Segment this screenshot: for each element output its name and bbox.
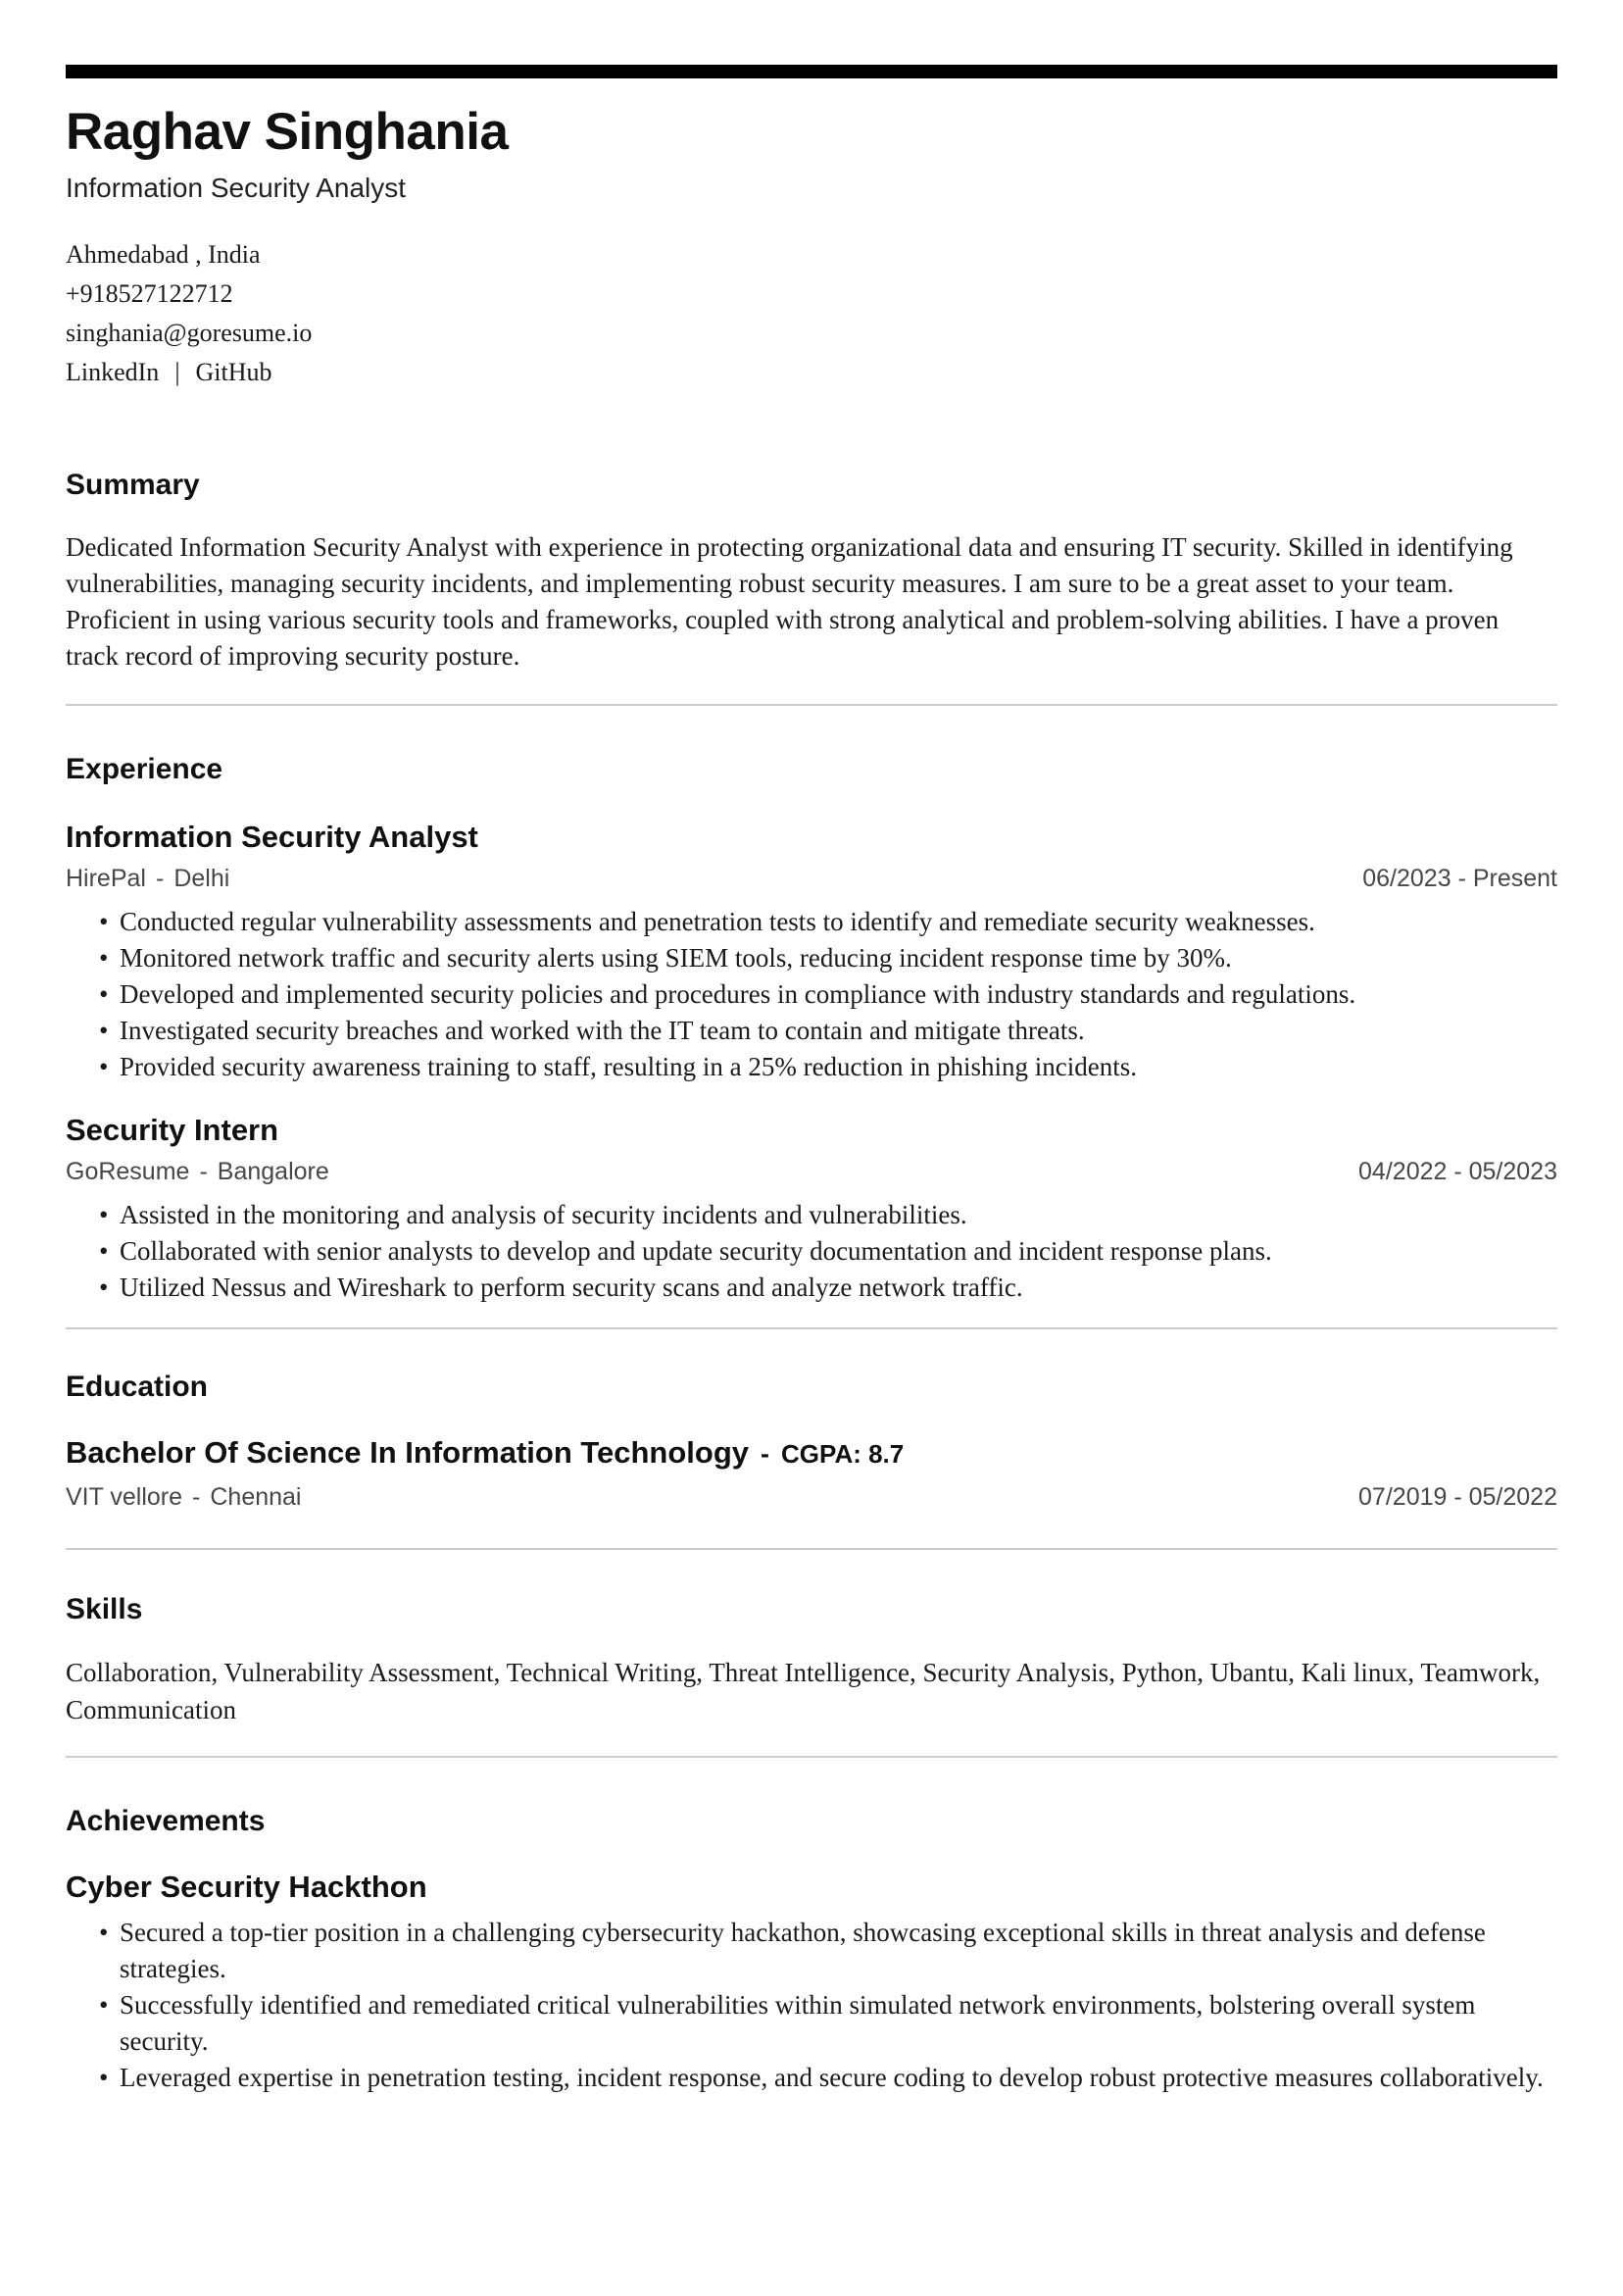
skills-text: Collaboration, Vulnerability Assessment, Technical Writing, Threat Intelligence, Security Analysis, Python, Ubantu, Kali linux, Teamwork, Communication — [66, 1658, 1541, 1724]
school-location — [66, 1481, 302, 1513]
degree-title-row — [66, 1433, 1557, 1473]
bullet-item: • Monitored network traffic and security alerts using SIEM tools, reducing incident response time by 30%. — [66, 940, 1557, 976]
contact-email: singhania@goresume.io — [66, 319, 313, 347]
section-divider — [66, 1548, 1557, 1550]
bullet-item: • Developed and implemented security policies and procedures in compliance with industry standards and regulations. — [66, 976, 1557, 1013]
bullet-item: • Investigated security breaches and worked with the IT team to contain and mitigate threats. — [66, 1013, 1557, 1049]
bullet-item: • Secured a top-tier position in a challenging cybersecurity hackathon, showcasing exceptional skills in threat analysis and defense strategies. — [66, 1915, 1557, 1987]
degree-cgpa: CGPA: 8.7 — [781, 1439, 905, 1469]
job-meta-row — [66, 863, 1557, 894]
summary-section-heading: Summary — [66, 469, 200, 501]
contact-phone: +918527122712 — [66, 279, 233, 308]
header-accent-bar — [66, 65, 1557, 78]
company-name: GoResume — [66, 1158, 190, 1185]
section-divider — [66, 1327, 1557, 1329]
job-company-location — [66, 863, 229, 894]
links-separator: | — [174, 358, 180, 386]
degree-name: Bachelor Of Science In Information Technology — [66, 1435, 750, 1470]
school-city: Chennai — [210, 1483, 302, 1511]
degree-separator: - — [761, 1439, 770, 1469]
skills-section-heading: Skills — [66, 1593, 143, 1625]
contact-links — [66, 353, 1557, 392]
bullet-item: • Conducted regular vulnerability assessments and penetration tests to identify and remediate security weaknesses. — [66, 904, 1557, 940]
education-meta-row — [66, 1481, 1557, 1513]
meta-separator: - — [192, 1483, 201, 1511]
job-dates: 06/2023 - Present — [1362, 865, 1557, 892]
achievement-bullet-list — [66, 1915, 1557, 2096]
bullet-item: • Utilized Nessus and Wireshark to perform security scans and analyze network traffic. — [66, 1270, 1557, 1306]
summary-text: Dedicated Information Security Analyst with experience in protecting organizational data and ensuring IT security. Skilled in identifying vulnerabilities, managing security incidents, and implementing robust security measures. I am sure to be a great asset to your team. Proficient in using various security tools and frameworks, coupled with strong analytical and problem-solving abilities. I have a proven track record of improving security posture. — [66, 532, 1513, 671]
bullet-item: • Provided security awareness training to staff, resulting in a 25% reduction in phishing incidents. — [66, 1049, 1557, 1085]
school-name: VIT vellore — [66, 1483, 183, 1511]
meta-separator: - — [199, 1158, 208, 1185]
education-section-heading: Education — [66, 1371, 209, 1403]
company-location: Delhi — [173, 865, 230, 892]
job-title: Information Security Analyst — [66, 820, 478, 854]
section-divider — [66, 1756, 1557, 1758]
company-name: HirePal — [66, 865, 146, 892]
contact-block — [66, 235, 1557, 392]
linkedin-link[interactable]: LinkedIn — [66, 358, 160, 386]
job-title: Security Intern — [66, 1113, 279, 1147]
job-company-location — [66, 1156, 329, 1187]
section-divider — [66, 704, 1557, 706]
job-meta-row — [66, 1156, 1557, 1187]
job-dates: 04/2022 - 05/2023 — [1358, 1158, 1557, 1185]
github-link[interactable]: GitHub — [195, 358, 272, 386]
job-bullet-list — [66, 904, 1557, 1085]
contact-location: Ahmedabad , India — [66, 240, 261, 269]
company-location: Bangalore — [217, 1158, 329, 1185]
achievement-title: Cyber Security Hackthon — [66, 1870, 427, 1904]
achievements-section-heading: Achievements — [66, 1805, 266, 1837]
education-dates: 07/2019 - 05/2022 — [1358, 1483, 1557, 1511]
bullet-item: • Collaborated with senior analysts to develop and update security documentation and incident response plans. — [66, 1233, 1557, 1270]
job-bullet-list — [66, 1197, 1557, 1306]
person-name: Raghav Singhania — [66, 103, 509, 161]
meta-separator: - — [155, 865, 165, 892]
person-job-title: Information Security Analyst — [66, 173, 407, 203]
bullet-item: • Successfully identified and remediated critical vulnerabilities within simulated network environments, bolstering overall system security. — [66, 1987, 1557, 2060]
bullet-item: • Assisted in the monitoring and analysis of security incidents and vulnerabilities. — [66, 1197, 1557, 1233]
experience-section-heading: Experience — [66, 753, 223, 785]
bullet-item: • Leveraged expertise in penetration testing, incident response, and secure coding to develop robust protective measures collaboratively. — [66, 2060, 1557, 2096]
